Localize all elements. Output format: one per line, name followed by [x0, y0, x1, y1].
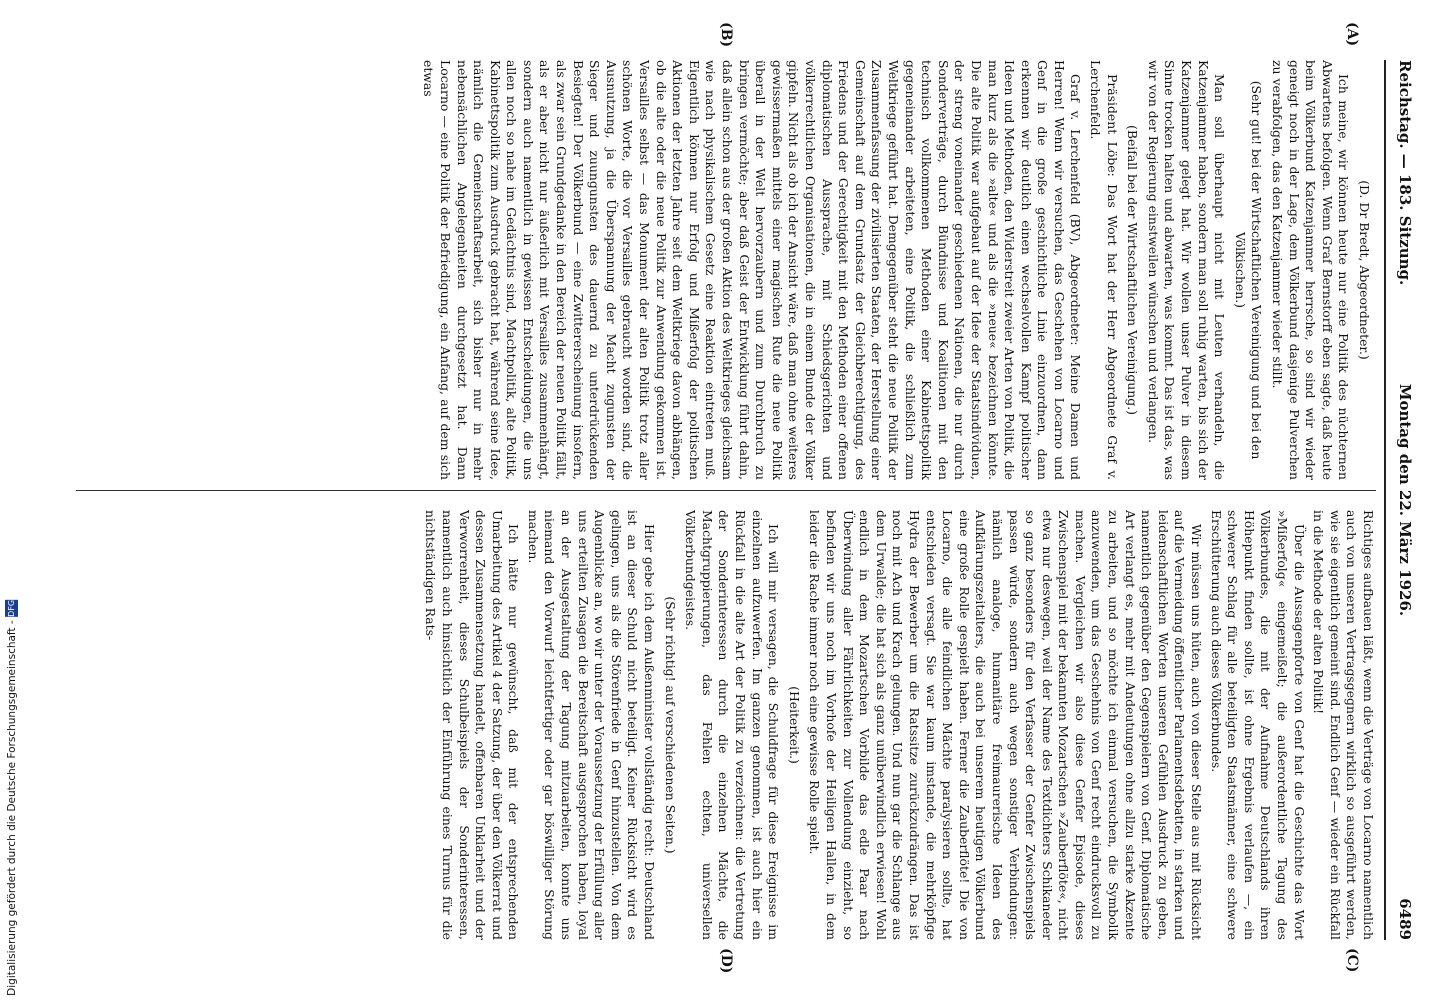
- page-header: [1390, 60, 1424, 940]
- page-number: 6489: [1396, 898, 1414, 940]
- header-rule: [1384, 60, 1386, 940]
- paragraph: Richtiges aufbauen läßt, wenn die Verträge von Locarno namentlich auch von unseren Vertragsgegnern wirklich so ausgeführt werden, wie sie eigentlich gemeint sind. Endlich Genf — wieder ein Rückfall in die Methode der alten Politik!: [1311, 510, 1376, 940]
- paragraph: Ich will mir versagen, die Schuldfrage für diese Ereignisse im einzelnen aufzuwerfen. Im ganzen genommen, ist auch hier ein Rückfall in die alte Art der Politik zu verzeichnen: die Vertretung der Sonderinteressen durch die einzelnen Mächte, die Machtgruppierungen, das Fehlen echten, universellen Völkerbundgeistes.: [683, 510, 782, 940]
- president-announcement: Präsident Löbe: Das Wort hat der Herr Abgeordnete Graf v. Lerchenfeld.: [1088, 60, 1120, 480]
- paragraph: Graf v. Lerchenfeld (BV), Abgeordneter: Meine Damen und Herren! Wenn wir versuchen, das Geschehen von Locarno und Genf in die große geschichtliche Linie einzuordnen, dann erkennen wir deutlich einen wechselvollen Kampf politischer Ideen und Methoden, den Widerstreit zweier Arten von Politik, die man kurz als die »alte« und als die »neue« bezeichnen könnte. Die alte Politik war aufgebaut auf der Idee der Staatsindividuen, der streng voneinander geschiedenen Nationen, die nur durch Sonderverträge, durch Bündnisse und Koalitionen mit den technisch vollkommenen Methoden einer Kabinettspolitik gegeneinander arbeiteten, eine Politik, die schließlich zum Weltkriege geführt hat. Demgegenüber steht die neue Politik der Zusammenfassung der zivilisierten Staaten, der Herstellung einer Gemeinschaft auf dem Grundsatz der Gleichberechtigung, des Friedens und der Gerechtigkeit mit den Methoden einer offenen diplomatischen Aussprache, mit Schiedsgerichten und völkerrechtlichen Organisationen, die in einem Bunde der Völker gipfeln. Nicht als ob ich der Ansicht wäre, daß man ohne weiteres gewissermaßen mittels einer magischen Rute die neue Politik überall in der Welt hervorzaubern und zum Durchbruch zu bringen vermöchte; aber daß Geist der Entwicklung führt dahin, daß allein schon aus der großen Aktion des Weltkrieges gleichsam wie nach physikalischem Gesetz eine Reaktion eintreten muß. Eigentlich können nur Erfolg und Mißerfolg der politischen Aktionen der letzten Jahre seit dem Weltkriege davon abhängen, ob die alte oder die neue Politik zur Anwendung gekommen ist. Versailles selbst — das Monument der alten Politik trotz aller schönen Worte, die vor Versailles gebraucht worden sind, die Ausnutzung, ja die Überspannung der Macht zugunsten der Sieger und zuungunsten des dauernd zu unterdrückenden Besiegten! Der Völkerbund — eine Zwittererscheinung insofern, als zwar sein Grundgedanke in den Bereich der neuen Politik fällt, als er aber nicht nur äußerlich mit Versailles zusammenhängt, sondern auch namentlich in gewissen Entscheidungen, die uns allen noch so nahe im Gedächtnis sind, Machtpolitik, alte Politik, Kabinettspolitik zum Ausdruck gebracht hat, während seine Idee, nämlich die Gemeinschaftsarbeit, sich bisher nur in mehr nebensächlichen Angelegenheiten durchgesetzt hat. Dann Locarno — eine Politik der Befriedigung, ein Anfang, auf dem sich etwas: [421, 60, 1084, 480]
- paragraph: Man soll überhaupt nicht mit Leuten verhandeln, die Katzenjammer haben, sondern man soll ruhig warten, bis sich der Katzenjammer gelegt hat. Wir wollen unser Pulver in diesem Sinne trocken halten und abwarten, was kommt. Das ist das, was wir von der Regierung einstweilen wünschen und verlangen.: [1145, 60, 1228, 480]
- paragraph: Wir müssen uns hüten, auch von dieser Stelle aus mit Rücksicht auf die Vermeidung öffentlicher Parlamentsdebatten, in starken und leidenschaftlichen Worten unseren Gefühlen Ausdruck zu geben, namentlich gegenüber den Gegenspielern von Genf. Diplomatische Art verlangt es, mehr mit Andeutungen ohne allzu starke Akzente zu arbeiten, und so möchte ich einmal versuchen, die Symbolik anzuwenden, um das Geschehnis von Genf recht eindrucksvoll zu machen. Vergleichen wir also diese Genfer Episode, dieses Zwischenspiel mit der bekannten Mozartschen »Zauberflöte«, nicht etwa nur deswegen, weil der Name des Textdichters Schikaneder so ganz besonders für den Verfasser der Genfer Zwischenspiels passen würde, sondern auch wegen sonstiger Verbindungen: nämlich analoge, humanitäre freimaurerische Ideen des Aufklärungszeitalters, die auch bei unserem heutigen Völkerbund eine große Rolle gespielt haben. Ferner die Zauberflöte! Die von Locarno, die alle feindlichen Mächte paralysieren sollte, hat entschieden versagt. Sie war kaum imstande, die mehrköpfige Hydra der Bewerber um die Ratssitze zurückzudrängen. Das ist noch mit Ach und Krach gelungen. Und nun gar die Schlange aus dem Urwalde; die hat sich als ganz unüberwindlich erwiesen! Wohl endlich in dem Mozartschen Vorbilde das edle Paar nach Überwindung aller Fährlichkeiten zur Vollendung einzieht, so befinden wir uns noch im Vorhofe der Heiligen Hallen, in dem leider die Rache immer noch eine gewisse Rolle spielt.: [807, 510, 1205, 940]
- margin-mark-a: (A): [1344, 22, 1360, 47]
- footer-credit: [5, 600, 22, 996]
- margin-mark-d: (D): [718, 948, 734, 974]
- speaker-tag: (D. Dr Bredt, Abgeordneter.): [1357, 180, 1372, 360]
- footer-strip: [2, 0, 20, 1000]
- paragraph: Über die Aussagenpforte von Genf hat die Geschichte das Wort »Mißerfolg« eingemeißelt; die außerordentliche Tagung des Völkerbundes, die mit der Aufnahme Deutschlands ihren Höhepunkt finden sollte, ist ohne Ergebnis verlaufen —, ein schwerer Schlag für alle beteiligten Staatsmänner, eine schwere Erschütterung auch dieses Völkerbundes.: [1208, 510, 1307, 940]
- applause-note: (Sehr richtig! auf verschiedenen Seiten.): [662, 596, 678, 854]
- header-date: Montag den 22. März 1926.: [1396, 383, 1414, 617]
- header-left: Reichstag. — 183. Sitzung.: [1396, 60, 1414, 286]
- applause-note: (Sehr gut! bei der Wirtschaftlichen Vereinigung und bei den Völkischen.): [1232, 80, 1265, 460]
- margin-mark-c: (C): [1344, 948, 1360, 973]
- paragraph: Ich meine, wir können heute nur eine Politik des nüchternen Abwartens befolgen. Wenn Graf Bernstorff eben sagte, daß heute beim Völkerbund Katzenjammer herrsche, so sind wir wieder geneigt noch in der Lage, dem Völkerbund dasjenige Pulverchen zu verabfolgen, das den Katzenjammer wieder stillt.: [1270, 60, 1352, 480]
- column-divider: [76, 490, 1376, 491]
- laughter-note: (Heiterkeit.): [786, 686, 802, 764]
- applause-note: (Beifall bei der Wirtschaftlichen Vereinigung.): [1125, 125, 1141, 415]
- paragraph: Ich hätte nur gewünscht, daß mit der entsprechenden Umarbeitung des Artikel 4 der Satzung, der über den Völkerrat und dessen Zusammensetzung handelt, offenbaren Unklarheit und der Verworrenheit, dieses Schulbeispiels der Sonderinteressen, namentlich auch hinsichtlich der Einführung eines Turnus für die nichtständigen Rats-: [423, 510, 522, 940]
- column-left: [76, 60, 1376, 480]
- dfg-logo: DFG: [7, 600, 16, 618]
- margin-mark-b: (B): [718, 22, 734, 48]
- column-right: [76, 510, 1376, 940]
- paragraph: Hier gebe ich dem Außenminister vollständig recht: Deutschland ist an dieser Schuld nicht beteiligt. Keiner Rücksicht wird es gelingen, uns als die Störenfriede in Genf hinzustellen. Von dem Augenblicke an, wo wir unter der Voraussetzung der Erfüllung aller uns erteilten Zusagen die Bereitschaft ausgesprochen haben, loyal an der Ausgestaltung der Tagung mitzuarbeiten, konnte uns niemand den Vorwurf leichtfertiger oder gar böswilliger Störung machen.: [525, 510, 658, 940]
- footer-text: Digitalisierung gefördert durch die Deutsche Forschungsgemeinschaft -: [6, 620, 18, 996]
